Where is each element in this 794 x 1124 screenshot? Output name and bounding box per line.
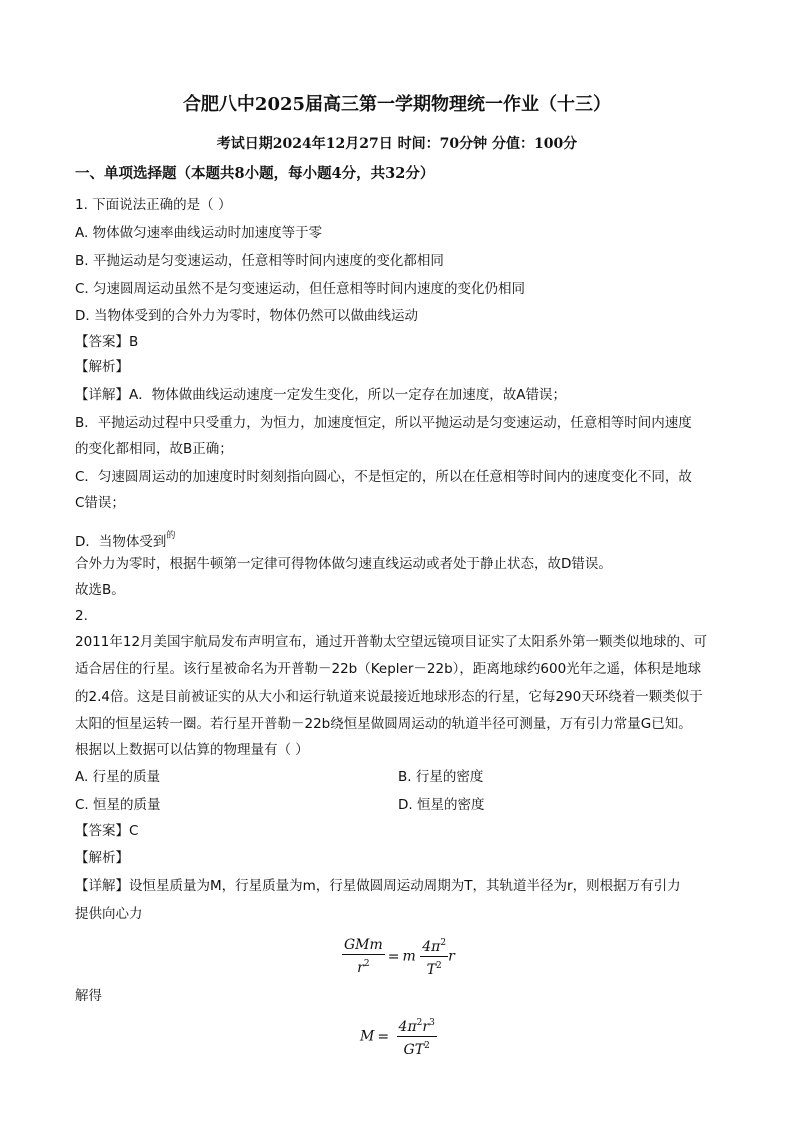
- eq1-r: r: [448, 948, 455, 965]
- eq1-lhs-denominator: $r^2$: [357, 959, 370, 976]
- eq1-equals: =: [387, 948, 400, 965]
- q1-detail-line: C．匀速圆周运动的加速度时时刻刻指向圆心，不是恒定的，所以在任意相等时间内的速度变化不同，故: [75, 469, 692, 485]
- q2-answer: 【答案】C: [75, 823, 139, 839]
- q2-solve-label: 解得: [75, 988, 102, 1004]
- q2-option-c: C. 恒星的质量: [75, 797, 161, 813]
- q1-detail-line: B．平抛运动过程中只受重力，为恒力，加速度恒定，所以平抛运动是匀变速运动，任意相等时间内速度: [75, 415, 692, 431]
- eq2-lhs: M: [360, 1028, 375, 1045]
- q1-small-char: 的: [166, 531, 176, 541]
- q2-stem-line: 太阳的恒星运转一圈。若行星开普勒－22b绕恒星做圆周运动的轨道半径可测量，万有引力常量G已知。: [75, 716, 692, 732]
- q1-detail-line: 【详解】A．物体做曲线运动速度一定发生变化，所以一定存在加速度，故A错误；: [75, 387, 566, 403]
- q1-stem: 1. 下面说法正确的是（ ）: [75, 197, 232, 213]
- q1-detail-line: 的变化都相同，故B正确；: [75, 441, 233, 457]
- eq2-fraction: [397, 1014, 437, 1059]
- q1-detail-line: [75, 527, 175, 551]
- section-heading: 一、单项选择题（本题共8小题，每小题4分，共32分）: [75, 165, 435, 182]
- q1-conclusion: 故选B。: [75, 582, 125, 598]
- q1-option-b: B. 平抛运动是匀变速运动，任意相等时间内速度的变化都相同: [75, 253, 444, 269]
- eq2-numerator: $4\pi^2r^3$: [397, 1014, 437, 1037]
- q2-option-d: D. 恒星的密度: [398, 797, 485, 813]
- q2-analysis-label: 【解析】: [75, 850, 129, 866]
- q1-detail-d-start: D．当物体受到: [75, 534, 167, 550]
- q1-option-c: C. 匀速圆周运动虽然不是匀变速运动，但任意相等时间内速度的变化仍相同: [75, 281, 526, 297]
- eq1-m: m: [402, 948, 416, 965]
- q2-detail-line: 【详解】设恒星质量为M，行星质量为m，行星做圆周运动周期为T，其轨道半径为r，则根据万有引力: [75, 878, 681, 894]
- q2-option-a: A. 行星的质量: [75, 769, 161, 785]
- q1-detail-line: C错误；: [75, 495, 125, 511]
- q2-detail-line: 提供向心力: [75, 906, 143, 922]
- q2-stem-line: 根据以上数据可以估算的物理量有（ ）: [75, 742, 309, 758]
- eq1-lhs-fraction: [342, 936, 385, 977]
- q1-detail-line: 合外力为零时，根据牛顿第一定律可得物体做匀速直线运动或者处于静止状态，故D错误。: [75, 556, 612, 572]
- q2-stem-line: 2011年12月美国宇航局发布声明宣布，通过开普勒太空望远镜项目证实了太阳系外第一颗类似地球的、可: [75, 634, 708, 650]
- q1-analysis-label: 【解析】: [75, 359, 129, 375]
- q1-option-a: A. 物体做匀速率曲线运动时加速度等于零: [75, 225, 323, 241]
- q1-answer: 【答案】B: [75, 334, 139, 350]
- q2-stem-line: 适合居住的行星。该行星被命名为开普勒－22b（Kepler－22b），距离地球约600光年之遥，体积是地球: [75, 661, 702, 677]
- eq2-denominator: $GT^2$: [403, 1041, 430, 1058]
- equation-gravity-centripetal: [342, 934, 455, 979]
- q1-option-d: D. 当物体受到的合外力为零时，物体仍然可以做曲线运动: [75, 308, 418, 324]
- exam-info: 考试日期2024年12月27日 时间：70分钟 分值：100分: [216, 136, 578, 152]
- equation-star-mass: [360, 1014, 437, 1059]
- q2-option-b: B. 行星的密度: [398, 769, 484, 785]
- q2-stem-line: 的2.4倍。这是目前被证实的从大小和运行轨道来说最接近地球形态的行星，它每290天环绕着一颗类似于: [75, 689, 703, 705]
- eq1-rhs-denominator: $T^2$: [426, 961, 442, 978]
- eq1-rhs-numerator: $4\pi^2$: [420, 934, 448, 957]
- page-title: 合肥八中2025届高三第一学期物理统一作业（十三）: [182, 94, 612, 115]
- eq2-equals: =: [377, 1028, 390, 1045]
- eq1-lhs-numerator: GMm: [344, 937, 383, 953]
- eq1-rhs-fraction: [420, 934, 448, 979]
- q2-number: 2.: [75, 608, 88, 624]
